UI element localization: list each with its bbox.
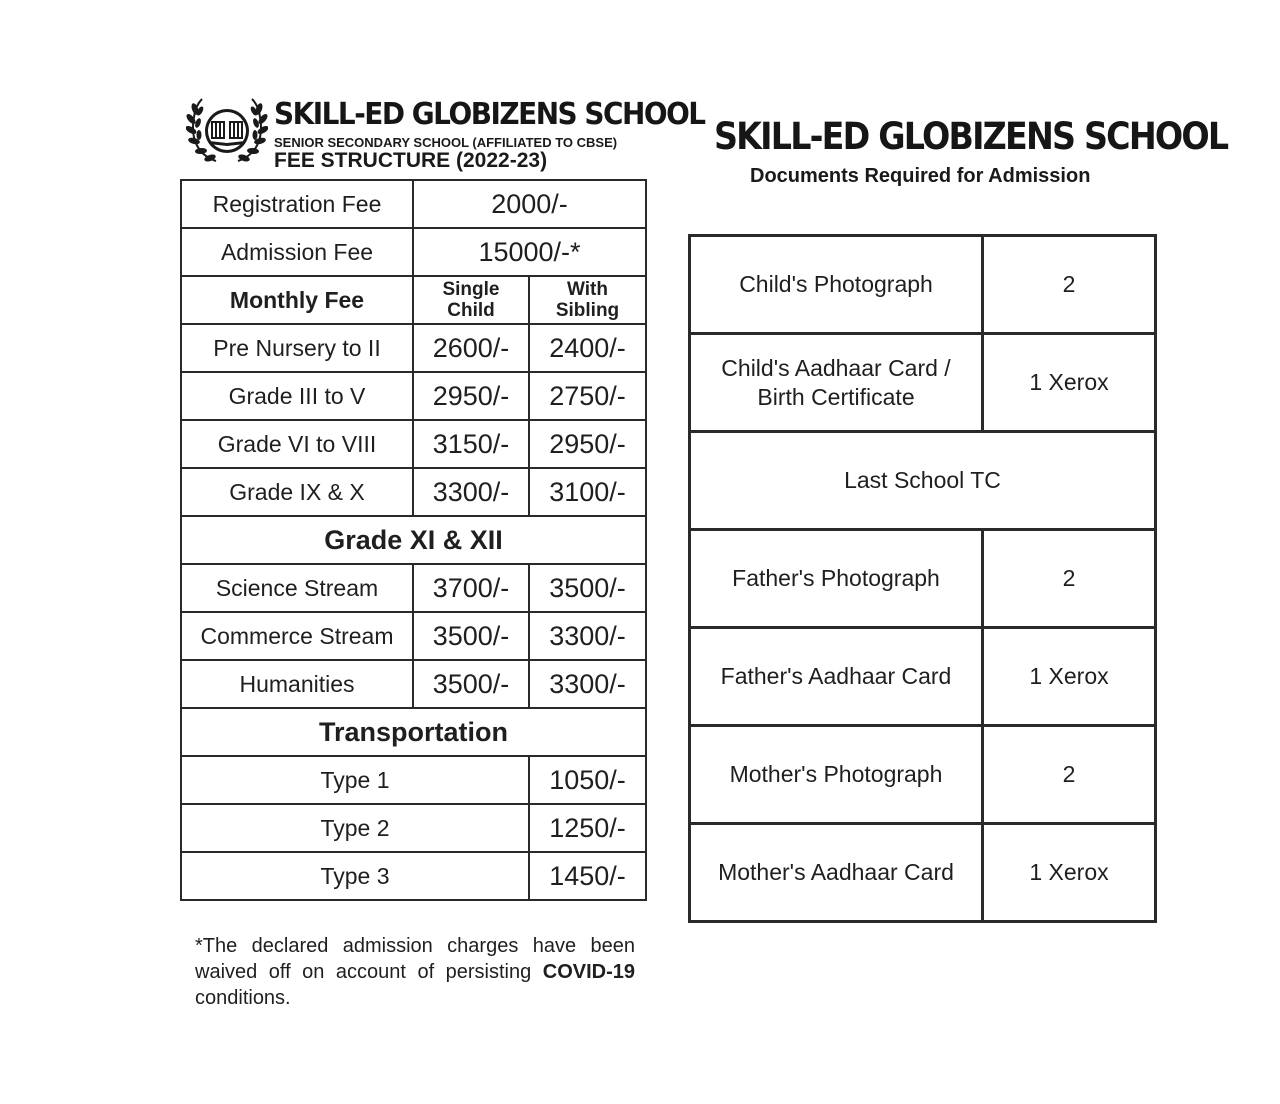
table-row <box>181 468 646 516</box>
document-quantity: 1 Xerox <box>983 628 1156 726</box>
single-child-fee: 3500/- <box>413 612 529 660</box>
table-row <box>181 804 646 852</box>
fee-structure-title: FEE STRUCTURE (2022-23) <box>274 149 548 172</box>
affiliation-line: SENIOR SECONDARY SCHOOL (AFFILIATED TO CBSE) <box>274 135 618 150</box>
table-row <box>690 236 1156 334</box>
document-item: Last School TC <box>690 432 1156 530</box>
document-quantity: 2 <box>983 236 1156 334</box>
document-item: Child's Photograph <box>690 236 983 334</box>
transportation-heading: Transportation <box>181 708 646 756</box>
admission-waiver-note <box>195 933 635 1011</box>
section-row <box>181 516 646 564</box>
note-covid: COVID-19 <box>542 961 636 983</box>
note-text: *The declared admission charges have been waived off on account of persisting <box>195 935 635 983</box>
table-row <box>181 852 646 900</box>
single-child-fee: 3300/- <box>413 468 529 516</box>
table-row <box>690 824 1156 922</box>
table-row <box>690 628 1156 726</box>
admission-fee-value: 15000/-* <box>413 228 646 276</box>
single-child-fee: 3500/- <box>413 660 529 708</box>
school-name: SKILL-ED GLOBIZENS SCHOOL <box>274 97 705 132</box>
table-row <box>181 372 646 420</box>
documents-school-name: SKILL-ED GLOBIZENS SCHOOL <box>714 115 1228 158</box>
transport-fee: 1250/- <box>529 804 646 852</box>
document-item: Child's Aadhaar Card / Birth Certificate <box>690 334 983 432</box>
fee-structure-header <box>186 95 705 177</box>
document-item: Mother's Photograph <box>690 726 983 824</box>
transport-type-label: Type 3 <box>181 852 529 900</box>
single-child-fee: 3150/- <box>413 420 529 468</box>
grade-label: Grade VI to VIII <box>181 420 413 468</box>
with-sibling-fee: 3300/- <box>529 660 646 708</box>
document-quantity: 2 <box>983 726 1156 824</box>
with-sibling-fee: 3100/- <box>529 468 646 516</box>
table-row <box>181 612 646 660</box>
grade-label: Grade IX & X <box>181 468 413 516</box>
single-child-header: Single Child <box>413 276 529 324</box>
note-end: conditions. <box>195 987 291 1009</box>
transport-type-label: Type 1 <box>181 756 529 804</box>
stream-label: Humanities <box>181 660 413 708</box>
section-row <box>181 708 646 756</box>
table-row <box>181 228 646 276</box>
table-row <box>181 420 646 468</box>
registration-fee-value: 2000/- <box>413 180 646 228</box>
table-row <box>690 726 1156 824</box>
stream-label: Commerce Stream <box>181 612 413 660</box>
transport-fee: 1450/- <box>529 852 646 900</box>
table-row <box>181 564 646 612</box>
table-header-row <box>181 276 646 324</box>
registration-fee-label: Registration Fee <box>181 180 413 228</box>
fee-table <box>180 179 647 901</box>
document-item: Mother's Aadhaar Card <box>690 824 983 922</box>
school-logo-icon <box>186 95 268 167</box>
documents-table <box>688 234 1157 923</box>
with-sibling-fee: 2400/- <box>529 324 646 372</box>
documents-title: Documents Required for Admission <box>750 165 1091 187</box>
with-sibling-fee: 3500/- <box>529 564 646 612</box>
single-child-fee: 2600/- <box>413 324 529 372</box>
transport-fee: 1050/- <box>529 756 646 804</box>
table-row <box>181 324 646 372</box>
document-quantity: 1 Xerox <box>983 334 1156 432</box>
admission-fee-label: Admission Fee <box>181 228 413 276</box>
table-row <box>690 530 1156 628</box>
document-quantity: 2 <box>983 530 1156 628</box>
senior-grades-heading: Grade XI & XII <box>181 516 646 564</box>
with-sibling-fee: 2750/- <box>529 372 646 420</box>
grade-label: Grade III to V <box>181 372 413 420</box>
single-child-fee: 2950/- <box>413 372 529 420</box>
table-row <box>690 432 1156 530</box>
table-row <box>181 180 646 228</box>
document-item: Father's Aadhaar Card <box>690 628 983 726</box>
table-row <box>181 660 646 708</box>
stream-label: Science Stream <box>181 564 413 612</box>
grade-label: Pre Nursery to II <box>181 324 413 372</box>
table-row <box>181 756 646 804</box>
transport-type-label: Type 2 <box>181 804 529 852</box>
table-row <box>690 334 1156 432</box>
single-child-fee: 3700/- <box>413 564 529 612</box>
monthly-fee-header: Monthly Fee <box>181 276 413 324</box>
with-sibling-header: With Sibling <box>529 276 646 324</box>
with-sibling-fee: 3300/- <box>529 612 646 660</box>
document-item: Father's Photograph <box>690 530 983 628</box>
with-sibling-fee: 2950/- <box>529 420 646 468</box>
document-quantity: 1 Xerox <box>983 824 1156 922</box>
